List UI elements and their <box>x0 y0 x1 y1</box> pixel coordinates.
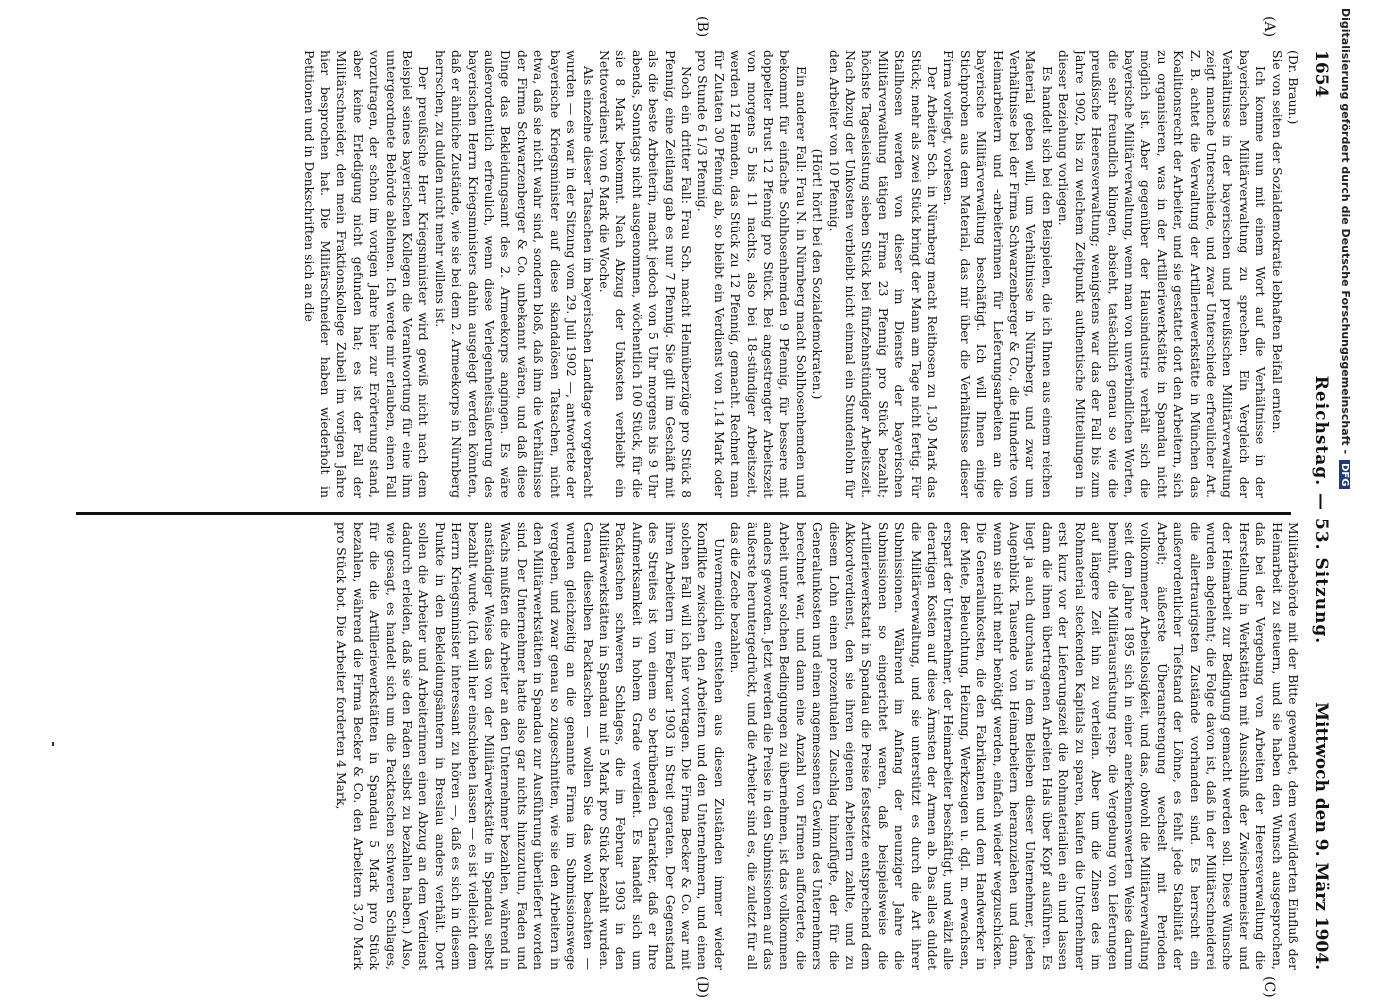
digitization-attribution <box>1339 8 1352 489</box>
margin-marker-a: (A) <box>1261 16 1277 38</box>
attribution-text: Digitalisierung gefördert durch die Deutsche Forschungsgemeinschaft - <box>1339 8 1352 455</box>
left-column <box>61 50 1301 498</box>
dfg-logo: DFG <box>1339 460 1350 489</box>
paragraph: Ein anderer Fall: Frau N. in Nürnberg macht Sohlhosenhemden und bekommt für einfache Sohlhosenhemden 9 Pfennig, für bessere mit doppelter Brust 12 Pfennig pro Stück. Bei angestrengter Arbeitszeit von morgens 5 bis 11 nachts, also bei 18-stündiger Arbeitszeit, werden 12 Hemden, das Stück zu 12 Pfennig, gemacht. Rechnet man für Zutaten 30 Pfennig ab, so bleibt ein Verdienst von 1,14 Mark oder pro Stunde 6 1/3 Pfennig. <box>695 50 809 498</box>
column-divider <box>76 512 1291 515</box>
margin-marker-d: (D) <box>694 976 710 999</box>
paragraph: Der Arbeiter Sch. in Nürnberg macht Reithosen zu 1,30 Mark das Stück; mehr als zwei Stück bringt der Mann am Tage nicht fertig. Für Stallhosen werden von dieser im Dienste der bayerischen Militärverwaltung tätigen Firma 23 Pfennig pro Stück bezahlt; höchste Tagesleistung sieben Stück bei fünfzehnstündiger Arbeitszeit. Nach Abzug der Unkosten verbleibt nicht einmal ein Stundenlohn für den Arbeiter von 10 Pfennig. <box>826 50 941 498</box>
paragraph: Unvermeidlich entstehen aus diesen Zuständen immer wieder Konflikte zwischen den Arbeitern und den Unternehmern, und einen solchen Fall will ich hier vortragen. Die Firma Becker & Co. war mit ihren Arbeitern im Februar 1903 in Streit geraten. Der Gegenstand des Streites ist von einem so betrübenden Charakter, daß er Ihre Aufmerksamkeit in hohem Grade verdient. Es handelt sich um Packtaschen schweren Schlages, die im Februar 1903 in den Militärwerkstätten in Spandau mit 5 Mark pro Stück bezahlt wurden. Genau dieselben Packtaschen — wollen Sie das wohl beachten — wurden gleichzeitig an die genannte Firma im Submissionswege vergeben, und zwar genau so zugeschnitten, wie sie den Arbeitern in den Militärwerkstätten in Spandau zur Ausführung überliefert worden sind. Der Unternehmer hatte also gar nichts hinzuzutun, Faden und Wachs mußten die Arbeiter an den Unternehmer bezahlen, während in anständiger Weise das von der Militärwerkstätte in Spandau selbst bezahlt wurde. (Ich will hier einschieben lassen — es ist vielleicht dem Herrn Kriegsminister interessant zu hören —, daß es sich in diesem Punkte in den Bekleidungsämtern in Breslau anders verhält. Dort sollen die Arbeiter und Arbeiterinnen einen Abzug an dem Verdienst dadurch erleiden, daß sie den Faden selbst zu bezahlen haben.) Also, wie gesagt, es handelt sich um die Packtaschen schweren Schlages, für die die Artilleriewerkstätten in Spandau 5 Mark pro Stück bezahlen, während die Firma Becker & Co. den Arbeitern 3,70 Mark pro Stück bot. Die Arbeiter forderten 4 Mark, <box>334 522 727 970</box>
margin-marker-c: (C) <box>1261 976 1277 998</box>
paragraph: Als einzelne dieser Tatsachen im bayerischen Landtage vorgebracht wurden — es war in der Sitzung vom 29. Juli 1902 —, antwortete der bayerische Kriegsminister auf diese skandalösen Tatsachen, nicht etwa, daß sie nicht wahr sind, sondern bloß, daß ihm die Verhältnisse der Firma Schwarzenberger & Co. unbekannt wären, und daß diese Dinge das Bekleidungsamt des 2. Armeekorps angingen. Es wäre außerordentlich erfreulich, wenn diese Verlegenheitsäußerung des bayerischen Herrn Kriegsministers dahin ausgelegt werden könnten, daß er ähnliche Zustände, wie sie bei dem 2. Armeekorps in Nürnberg herrschen, zu dulden nicht mehr willens ist. <box>432 50 596 498</box>
header-title: Reichstag. — 53. Sitzung. <box>1311 375 1331 645</box>
paragraph: Sie von seiten der Sozialdemokratie lebhaften Beifall ernten. <box>1269 50 1285 434</box>
page-number: 1654 <box>1311 50 1331 98</box>
right-column <box>61 522 1301 970</box>
margin-marker-b: (B) <box>694 16 710 38</box>
paragraph: Ich komme nun mit einem Wort auf die Verhältnisse in der bayerischen Militärverwaltung zu sprechen. Ein Vergleich der Verhältnisse in der bayerischen und preußischen Militärverwaltung zeigt manche Unterschiede, und zwar Unterschiede erfreulicher Art. Z. B. achtet die Verwaltung der Artilleriewerkstätte in München das Koalitionsrecht der Arbeiter, und sie gestattet dort den Arbeitern, sich zu organisieren, was in der Artilleriewerkstätte in Spandau nicht möglich ist. Aber gegenüber der Hausindustrie verhält sich die bayerische Militärverwaltung, wenn man von unverbindlichen Worten, die sehr freundlich klingen, absieht, tatsächlich genau so wie die preußische Heeresverwaltung; wenigstens war das der Fall bis zum Jahre 1902, bis zu welchem Zeitpunkt authentische Mitteilungen in dieser Beziehung vorliegen. <box>1056 50 1269 498</box>
paragraph: Es handelt sich bei den Beispielen, die ich Ihnen aus einem reichen Material geben will, um Verhältnisse in Nürnberg, und zwar um Verhältnisse bei der Firma Schwarzenberger & Co., die Hunderte von Heimarbeitern und -arbeiterinnen für Lieferungsarbeiten an die bayerische Militärverwaltung beschäftigt. Ich will Ihnen einige Stichproben aus dem Material, das mir über die Verhältnisse dieser Firma vorliegt, vorlesen. <box>941 50 1055 498</box>
interjection: (Hört! hört! bei den Sozialdemokraten.) <box>810 148 826 400</box>
paragraph: Noch ein dritter Fall: Frau Sch. macht Helmüberzüge pro Stück 8 Pfennig, eine Zeitlang gab es nur 7 Pfennig. Sie gilt im Geschäft mit als die beste Arbeiterin, macht jedoch von 5 Uhr morgens bis 9 Uhr abends, Sonntags nicht ausgenommen, wöchentlich 100 Stück, für die sie 8 Mark bekommt. Nach Abzug der Unkosten verbleibt ein Nettoverdienst von 6 Mark die Woche. <box>596 50 694 498</box>
paragraph: Militärbehörde mit der Bitte gewendet, dem verwilderten Einfluß der Heimarbeit zu steuern, und sie haben den Wunsch ausgesprochen, daß bei der Vergebung von Arbeiten der Heeresverwaltung die Herstellung in Werkstätten mit Ausschluß der Zwischenmeister und der Heimarbeit zur Bedingung gemacht werden soll. Diese Wünsche wurden abgelehnt; die Folge davon ist, daß in der Militärschneiderei die allertraurigsten Zustände vorhanden sind. Es herrscht ein außerordentlicher Tiefstand der Löhne, es fehlt jede Stabilität der Arbeit; äußerste Überanstrengung wechselt mit Perioden vollkommener Arbeitslosigkeit, und das, obwohl die Militärverwaltung seit dem Jahre 1895 sich in einer anerkennenswerten Weise darum bemüht, die Militärausrüstung resp. die Vergebung von Lieferungen auf längere Zeit hin zu verteilen. Aber um die Zinsen des im Rohmaterial steckenden Kapitals zu sparen, kaufen die Unternehmer erst kurz vor der Lieferungszeit die Rohmaterialien ein und lassen dann die ihnen übertragenen Arbeiten Hals über Kopf ausführen. Es liegt ja auch durchaus in dem Belieben dieser Unternehmer, jeden Augenblick Tausende von Heimarbeitern heranzuziehen und dann, wenn sie nicht mehr benötigt werden, einfach wieder wegzuschicken. Die Generalunkosten, die den Fabrikanten und dem Handwerker in der Miete, Beleuchtung, Heizung, Werkzeugen u. dgl. m. erwachsen, erspart der Unternehmer, der Heimarbeiter beschäftigt, und wälzt alle derartigen Kosten auf diese Ärmsten der Armen ab. Das alles duldet die Militärverwaltung, und sie unterstützt es durch die Art ihrer Submissionen. Während im Anfang der neunziger Jahre die Submissionen so eingerichtet waren, daß beispielsweise die Artilleriewerkstatt in Spandau die Preise festsetzte entsprechend dem Akkordverdienst, den sie ihren eigenen Arbeitern zahlte, und zu diesem Lohn einen prozentualen Zuschlag hinzufügte, der für die Generalunkosten und einen angemessenen Gewinn des Unternehmers berechnet war, und dann eine Anzahl von Firmen aufforderte, die Arbeit unter solchen Bedingungen zu übernehmen, ist das vollkommen anders geworden. Jetzt werden die Preise in den Submissionen auf das äußerste heruntergedrückt, und die Arbeiter sind es, die zuletzt für all das die Zeche bezahlen. <box>728 522 1301 970</box>
newspaper-page <box>45 16 1335 999</box>
paragraph: Der preußische Herr Kriegsminister wird gewiß nicht nach dem Beispiel seines bayerischen Kollegen die Verantwortung für eine ihm untergeordnete Behörde ablehnen. Ich werde mir erlauben, einen Fall vorzutragen, der schon im vorigen Jahre hier zur Erörterung stand, aber keine Erledigung nicht gefunden hat; es ist der Fall der Militärschneider, den mein Fraktionskollege Zubeil im vorigen Jahre hier besprochen hat. Die Militärschneider haben wiederholt in Petitionen und in Denkschriften sich an die <box>301 50 432 498</box>
speaker-name: (Dr. Braun.) <box>1286 50 1301 125</box>
header-date: Mittwoch den 9. März 1904. <box>1311 702 1331 970</box>
page-header <box>1305 50 1335 970</box>
